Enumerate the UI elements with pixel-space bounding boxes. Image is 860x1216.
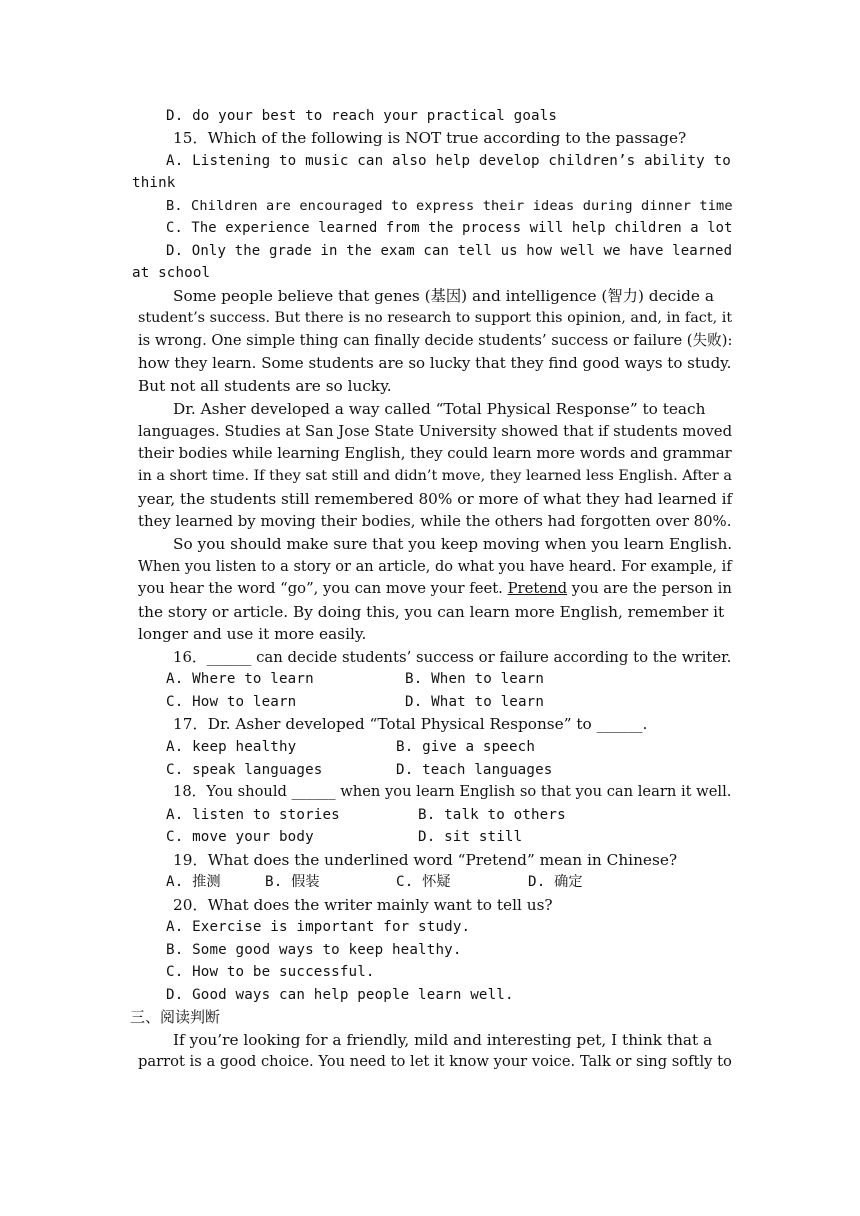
passage-line: the story or article. By doing this, you can learn more English, remember it — [138, 603, 725, 621]
passage-line: longer and use it more easily. — [138, 625, 367, 643]
q15-option-d-cont: at school — [132, 265, 211, 281]
passage-line: But not all students are so lucky. — [138, 377, 392, 395]
q16-option-a: A. Where to learn — [166, 671, 314, 687]
q20-option-c: C. How to be successful. — [166, 964, 375, 980]
q20-option-a: A. Exercise is important for study. — [166, 919, 471, 935]
q18-option-d: D. sit still — [418, 829, 523, 845]
q18-stem: 18．You should ______ when you learn English so that you can learn it well. — [173, 783, 732, 800]
q18-option-a: A. listen to stories — [166, 807, 340, 823]
section-3-line: parrot is a good choice. You need to let it know your voice. Talk or sing softly to — [138, 1053, 732, 1070]
q17-stem: 17．Dr. Asher developed “Total Physical Response” to ______. — [173, 715, 648, 733]
q18-option-b: B. talk to others — [418, 807, 566, 823]
passage-line: how they learn. Some students are so lucky that they find good ways to study. — [138, 354, 732, 372]
passage-line: their bodies while learning English, they could learn more words and grammar — [138, 445, 732, 462]
q17-option-d: D. teach languages — [396, 762, 553, 778]
q17-option-c: C. speak languages — [166, 762, 323, 778]
section-3-line: If you’re looking for a friendly, mild and interesting pet, I think that a — [173, 1031, 713, 1049]
q20-stem: 20．What does the writer mainly want to tell us? — [173, 896, 553, 914]
q20-option-b: B. Some good ways to keep healthy. — [166, 942, 462, 958]
passage-line: in a short time. If they sat still and didn’t move, they learned less English. After a — [138, 468, 732, 484]
q15-option-b: B. Children are encouraged to express their ideas during dinner time — [166, 198, 733, 214]
q16-stem: 16．______ can decide students’ success or failure according to the writer. — [173, 648, 732, 666]
passage-line: year, the students still remembered 80% or more of what they had learned if — [138, 490, 733, 508]
passage-line: languages. Studies at San Jose State University showed that if students moved — [138, 422, 733, 440]
passage-line: student’s success. But there is no research to support this opinion, and, in fact, it — [138, 310, 733, 326]
q19-stem: 19．What does the underlined word “Pretend” mean in Chinese? — [173, 851, 678, 869]
q19-option-a: A. 推测 — [166, 874, 221, 890]
q15-stem: 15．Which of the following is NOT true according to the passage? — [173, 129, 687, 147]
passage-line: Dr. Asher developed a way called “Total Physical Response” to teach — [173, 400, 706, 418]
q15-option-d: D. Only the grade in the exam can tell us how well we have learned — [166, 243, 733, 259]
q19-option-c: C. 怀疑 — [396, 874, 451, 890]
q15-option-a: A. Listening to music can also help develop children’s ability to — [166, 153, 731, 169]
q14-option-d: D. do your best to reach your practical goals — [166, 108, 558, 124]
q16-option-b: B. When to learn — [405, 671, 545, 687]
passage-line-with-underline — [138, 578, 732, 600]
section-3-heading: 三、阅读判断 — [130, 1008, 221, 1026]
q17-option-b: B. give a speech — [396, 739, 536, 755]
q17-option-a: A. keep healthy — [166, 739, 297, 755]
q18-option-c: C. move your body — [166, 829, 314, 845]
passage-line: they learned by moving their bodies, while the others had forgotten over 80%. — [138, 512, 732, 530]
q15-option-a-cont: think — [132, 175, 176, 191]
passage-line: is wrong. One simple thing can finally decide students’ success or failure (失败): — [138, 332, 733, 349]
q19-option-b: B. 假装 — [265, 874, 320, 890]
q15-option-c: C. The experience learned from the process will help children a lot — [166, 220, 733, 236]
passage-text: you are the person in — [567, 580, 732, 597]
passage-text: you hear the word “go”, you can move your feet. — [138, 580, 508, 597]
passage-line: When you listen to a story or an article, do what you have heard. For example, if — [138, 559, 732, 575]
passage-line: Some people believe that genes (基因) and intelligence (智力) decide a — [173, 287, 714, 305]
q20-option-d: D. Good ways can help people learn well. — [166, 987, 514, 1003]
q19-option-d: D. 确定 — [528, 874, 583, 890]
q16-option-c: C. How to learn — [166, 694, 297, 710]
passage-line: So you should make sure that you keep moving when you learn English. — [173, 535, 733, 553]
underlined-word-pretend: Pretend — [507, 580, 568, 597]
q16-option-d: D. What to learn — [405, 694, 545, 710]
